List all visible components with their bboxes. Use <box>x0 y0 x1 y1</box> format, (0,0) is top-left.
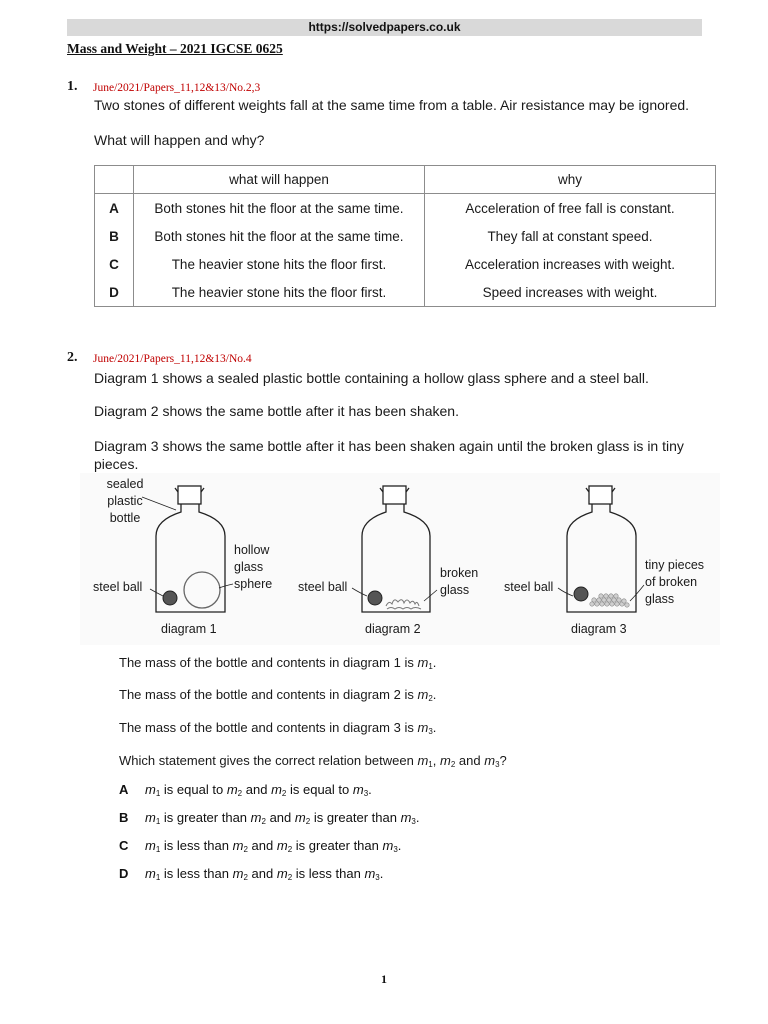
mass-subscript: 1 <box>155 789 161 798</box>
mass-subscript: 2 <box>243 873 248 882</box>
option-what: Both stones hit the floor at the same time. <box>134 222 425 250</box>
mass-symbol: m <box>294 810 306 825</box>
question-2-number: 2. <box>67 350 78 365</box>
mass-subscript: 2 <box>243 845 248 854</box>
mass-prefix: The mass of the bottle and contents in diagram <box>119 720 390 735</box>
question-text: Which statement gives the correct relation between <box>119 753 414 768</box>
mass-symbol: m <box>145 782 156 797</box>
mass-prefix: The mass of the bottle and contents in diagram <box>119 687 390 702</box>
mass-symbol: m <box>417 753 429 768</box>
mass-end: . <box>432 655 437 670</box>
question-2-line-2: Diagram 2 shows the same bottle after it has been shaken. <box>94 403 459 419</box>
source-url-banner[interactable]: https://solvedpapers.co.uk <box>67 19 702 36</box>
table-header-why: why <box>425 166 716 194</box>
mass-symbol: m <box>484 753 496 768</box>
label-bottle: bottle <box>109 511 141 525</box>
relation: is greater than <box>313 810 397 825</box>
mass-symbol: m <box>271 782 282 797</box>
option-why: Speed increases with weight. <box>425 278 716 307</box>
steel-ball-2-icon <box>368 591 382 605</box>
mass-symbol: m <box>145 810 156 825</box>
mass-subscript: 1 <box>155 845 161 854</box>
question-1-reference: June/2021/Papers_11,12&13/No.2,3 <box>93 82 261 94</box>
mass-is: is <box>404 687 414 702</box>
mass-symbol: m <box>417 687 429 702</box>
mass-subscript: 2 <box>281 789 287 798</box>
mass-subscript: 2 <box>428 694 433 703</box>
mass-is: is <box>404 655 414 670</box>
mass-subscript: 3 <box>495 760 500 769</box>
mass-subscript: 3 <box>375 873 380 882</box>
mass-end: . <box>432 720 437 735</box>
label-sphere: sphere <box>234 577 273 591</box>
and-word: and <box>251 838 274 853</box>
mass-line-1 <box>119 655 436 671</box>
option-what: The heavier stone hits the floor first. <box>134 250 425 278</box>
mass-symbol: m <box>364 866 376 881</box>
mass-symbol: m <box>417 655 429 670</box>
caption-diagram-3: diagram 3 <box>571 622 627 636</box>
mass-symbol: m <box>145 866 156 881</box>
mass-symbol: m <box>145 838 156 853</box>
option-why: They fall at constant speed. <box>425 222 716 250</box>
mass-symbol: m <box>250 810 262 825</box>
option-b-text[interactable] <box>145 810 419 826</box>
option-letter: B <box>95 222 134 250</box>
label-tiny-pieces-line: tiny pieces <box>645 558 705 572</box>
and-word: and <box>251 866 274 881</box>
relation: is greater than <box>295 838 379 853</box>
mass-subscript: 3 <box>428 727 433 736</box>
mass-subscript: 1 <box>428 662 433 671</box>
mass-subscript: 2 <box>287 873 293 882</box>
diagram-number: 1 <box>393 655 401 670</box>
mass-subscript: 2 <box>305 817 311 826</box>
mass-subscript: 2 <box>261 817 266 826</box>
diagram-number: 2 <box>393 687 401 702</box>
label-glass-2: glass <box>440 583 470 597</box>
option-d-text[interactable] <box>145 866 383 882</box>
diagram-number: 3 <box>393 720 401 735</box>
mass-symbol: m <box>226 782 238 797</box>
mass-subscript: 3 <box>411 817 416 826</box>
option-b-letter[interactable]: B <box>119 810 129 825</box>
mass-subscript: 2 <box>450 760 456 769</box>
steel-ball-1-icon <box>163 591 177 605</box>
and-word: and <box>245 782 268 797</box>
comma: , <box>432 753 437 768</box>
relation: is less than <box>163 838 229 853</box>
period: . <box>379 866 384 881</box>
label-sealed: sealed <box>106 477 144 491</box>
question-1-prompt: What will happen and why? <box>94 132 265 148</box>
option-why: Acceleration of free fall is constant. <box>425 194 716 223</box>
caption-diagram-1: diagram 1 <box>161 622 217 636</box>
question-1-number: 1. <box>67 79 78 94</box>
mass-symbol: m <box>417 720 429 735</box>
mass-symbol: m <box>382 838 394 853</box>
table-header-what: what will happen <box>134 166 425 194</box>
question-2-stem <box>119 753 507 769</box>
label-broken: broken <box>440 566 479 580</box>
option-what: The heavier stone hits the floor first. <box>134 278 425 307</box>
relation: is less than <box>295 866 361 881</box>
and-word: and <box>269 810 292 825</box>
mass-is: is <box>404 720 414 735</box>
question-1-stem: Two stones of different weights fall at the same time from a table. Air resistance may be ignored. <box>94 97 690 113</box>
mass-subscript: 2 <box>287 845 293 854</box>
label-hollow-glass-sphere <box>234 542 272 593</box>
label-broken-glass <box>440 565 478 599</box>
mass-end: . <box>432 687 437 702</box>
option-letter: A <box>95 194 134 223</box>
label-steel-ball-3: steel ball <box>504 580 554 594</box>
and-word: and <box>458 753 481 768</box>
mass-symbol: m <box>276 838 288 853</box>
mass-line-3 <box>119 720 436 736</box>
option-a-text[interactable] <box>145 782 372 798</box>
relation: is equal to <box>163 782 224 797</box>
label-tiny-pieces <box>645 557 704 608</box>
mass-subscript: 1 <box>155 817 161 826</box>
label-glass-3: glass <box>645 592 675 606</box>
broken-glass-icon <box>386 600 421 609</box>
option-a-letter[interactable]: A <box>119 782 129 797</box>
mass-symbol: m <box>232 838 244 853</box>
relation: is greater than <box>163 810 248 825</box>
label-hollow: hollow <box>234 543 270 557</box>
hollow-glass-sphere-icon <box>184 572 220 608</box>
label-steel-ball-1: steel ball <box>93 580 143 594</box>
mass-line-2 <box>119 687 436 703</box>
page-number: 1 <box>381 972 387 986</box>
mass-subscript: 1 <box>155 873 161 882</box>
mass-subscript: 2 <box>237 789 243 798</box>
option-letter: C <box>95 250 134 278</box>
steel-ball-3-icon <box>574 587 588 601</box>
label-glass: glass <box>234 560 264 574</box>
question-2-reference: June/2021/Papers_11,12&13/No.4 <box>93 353 252 365</box>
period: . <box>397 838 402 853</box>
question-2-line-1: Diagram 1 shows a sealed plastic bottle containing a hollow glass sphere and a steel ball. <box>94 370 649 386</box>
label-sealed-plastic-bottle <box>104 476 146 527</box>
question-2-line-3b: pieces. <box>94 456 139 472</box>
period: . <box>368 782 372 797</box>
option-c-letter[interactable]: C <box>119 838 129 853</box>
relation: is less than <box>163 866 229 881</box>
mass-symbol: m <box>439 753 451 768</box>
mass-prefix: The mass of the bottle and contents in diagram <box>119 655 390 670</box>
caption-diagram-2: diagram 2 <box>365 622 421 636</box>
tiny-glass-pieces-icon <box>590 594 629 607</box>
mass-symbol: m <box>276 866 288 881</box>
option-c-text[interactable] <box>145 838 401 854</box>
option-why: Acceleration increases with weight. <box>425 250 716 278</box>
label-steel-ball-2: steel ball <box>298 580 348 594</box>
relation: is equal to <box>289 782 350 797</box>
option-letter: D <box>95 278 134 307</box>
mass-symbol: m <box>232 866 244 881</box>
mass-subscript: 3 <box>393 845 398 854</box>
question-2-line-3a: Diagram 3 shows the same bottle after it has been shaken again until the broken glass is in tiny <box>94 438 684 454</box>
mass-symbol: m <box>352 782 364 797</box>
option-d-letter[interactable]: D <box>119 866 129 881</box>
option-what: Both stones hit the floor at the same time. <box>134 194 425 223</box>
document-title: Mass and Weight – 2021 IGCSE 0625 <box>67 41 283 56</box>
mass-subscript: 1 <box>428 760 433 769</box>
label-plastic: plastic <box>107 494 143 508</box>
mass-subscript: 3 <box>363 789 369 798</box>
question-mark: ? <box>499 753 507 768</box>
label-of-broken: of broken <box>645 575 698 589</box>
mass-symbol: m <box>400 810 412 825</box>
period: . <box>415 810 420 825</box>
